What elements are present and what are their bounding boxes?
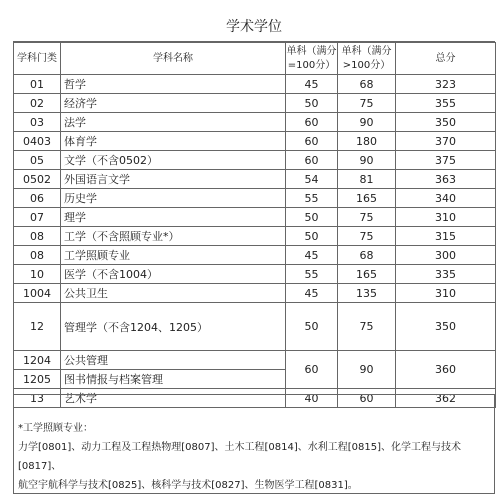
cell-code: 05	[14, 151, 61, 170]
cell-single-gt100: 75	[338, 94, 396, 113]
table-row	[14, 208, 496, 227]
cell-code: 1004	[14, 284, 61, 303]
table-row	[14, 265, 496, 284]
header-name: 学科名称	[61, 43, 286, 75]
footnote-line: 航空宇航科学与技术[0825]、核科学与技术[0827]、生物医学工程[0831]。	[18, 480, 358, 491]
cell-name: 哲学	[61, 75, 286, 94]
cell-code: 08	[14, 227, 61, 246]
cell-name: 体育学	[61, 132, 286, 151]
cell-name: 艺术学	[61, 389, 286, 408]
cell-name: 管理学（不含1204、1205）	[61, 303, 286, 351]
footnote-heading: *工学照顾专业：	[18, 423, 93, 434]
cell-single-gt100: 75	[338, 208, 396, 227]
table-row	[14, 284, 496, 303]
cell-code: 02	[14, 94, 61, 113]
cell-total: 315	[396, 227, 496, 246]
cell-name: 图书情报与档案管理	[61, 370, 286, 389]
cell-single-gt100: 90	[338, 113, 396, 132]
cell-single-gt100: 75	[338, 227, 396, 246]
cell-name: 公共卫生	[61, 284, 286, 303]
cell-single-gt100: 135	[338, 284, 396, 303]
cell-name: 法学	[61, 113, 286, 132]
cell-code: 07	[14, 208, 61, 227]
cell-single-le100: 60	[286, 151, 338, 170]
cell-code: 06	[14, 189, 61, 208]
cell-code: 13	[14, 389, 61, 408]
cell-total: 310	[396, 208, 496, 227]
cell-name: 文学（不含0502）	[61, 151, 286, 170]
cell-total: 340	[396, 189, 496, 208]
cell-single-le100: 55	[286, 265, 338, 284]
table-title: 学术学位	[13, 13, 495, 42]
cell-single-gt100: 165	[338, 265, 396, 284]
cell-single-le100: 60	[286, 132, 338, 151]
cell-total: 350	[396, 303, 496, 351]
cell-code: 1205	[14, 370, 61, 389]
table-row	[14, 75, 496, 94]
cell-code: 0502	[14, 170, 61, 189]
table-row	[14, 303, 496, 351]
cell-single-gt100: 90	[338, 151, 396, 170]
cell-total-merged: 360	[396, 351, 496, 389]
score-table	[13, 42, 496, 408]
cell-code: 10	[14, 265, 61, 284]
cell-total: 355	[396, 94, 496, 113]
cell-name: 外国语言文学	[61, 170, 286, 189]
cell-total: 323	[396, 75, 496, 94]
table-row	[14, 246, 496, 265]
cell-single-gt100: 180	[338, 132, 396, 151]
cell-total: 310	[396, 284, 496, 303]
cell-single-gt100: 165	[338, 189, 396, 208]
score-table-sheet	[13, 13, 495, 408]
cell-name: 工学（不含照顾专业*）	[61, 227, 286, 246]
cell-name: 公共管理	[61, 351, 286, 370]
table-row	[14, 113, 496, 132]
header-single-gt100: 单科（满分>100分）	[338, 43, 396, 75]
cell-single-le100: 55	[286, 189, 338, 208]
cell-total: 370	[396, 132, 496, 151]
cell-total: 335	[396, 265, 496, 284]
cell-single-le100-merged: 60	[286, 351, 338, 389]
footnote-line: 力学[0801]、动力工程及工程热物理[0807]、土木工程[0814]、水利工程[0815]、化学工程与技术[0817]、	[18, 442, 462, 472]
cell-single-le100: 45	[286, 246, 338, 265]
cell-name: 医学（不含1004）	[61, 265, 286, 284]
cell-single-gt100: 68	[338, 246, 396, 265]
cell-single-le100: 50	[286, 208, 338, 227]
cell-single-gt100: 81	[338, 170, 396, 189]
cell-single-le100: 50	[286, 94, 338, 113]
cell-total: 363	[396, 170, 496, 189]
table-row	[14, 94, 496, 113]
cell-single-gt100: 75	[338, 303, 396, 351]
table-body	[14, 75, 496, 408]
header-total: 总分	[396, 43, 496, 75]
cell-single-le100: 45	[286, 284, 338, 303]
cell-code: 1204	[14, 351, 61, 370]
table-row	[14, 189, 496, 208]
cell-total: 375	[396, 151, 496, 170]
cell-single-gt100: 60	[338, 389, 396, 408]
cell-total: 350	[396, 113, 496, 132]
cell-single-gt100-merged: 90	[338, 351, 396, 389]
cell-total: 362	[396, 389, 496, 408]
cell-name: 历史学	[61, 189, 286, 208]
cell-name: 理学	[61, 208, 286, 227]
cell-code: 0403	[14, 132, 61, 151]
table-row	[14, 151, 496, 170]
cell-code: 03	[14, 113, 61, 132]
header-code: 学科门类	[14, 43, 61, 75]
cell-single-le100: 45	[286, 75, 338, 94]
header-single-le100: 单科（满分=100分）	[286, 43, 338, 75]
cell-single-le100: 40	[286, 389, 338, 408]
cell-single-le100: 54	[286, 170, 338, 189]
cell-single-le100: 60	[286, 113, 338, 132]
cell-single-le100: 50	[286, 227, 338, 246]
cell-total: 300	[396, 246, 496, 265]
cell-single-le100: 50	[286, 303, 338, 351]
cell-code: 08	[14, 246, 61, 265]
cell-name: 工学照顾专业	[61, 246, 286, 265]
table-row-merged	[14, 351, 496, 370]
table-row	[14, 132, 496, 151]
cell-code: 12	[14, 303, 61, 351]
footnote-box	[13, 394, 495, 494]
cell-name: 经济学	[61, 94, 286, 113]
cell-single-gt100: 68	[338, 75, 396, 94]
table-row	[14, 227, 496, 246]
cell-code: 01	[14, 75, 61, 94]
table-row	[14, 170, 496, 189]
